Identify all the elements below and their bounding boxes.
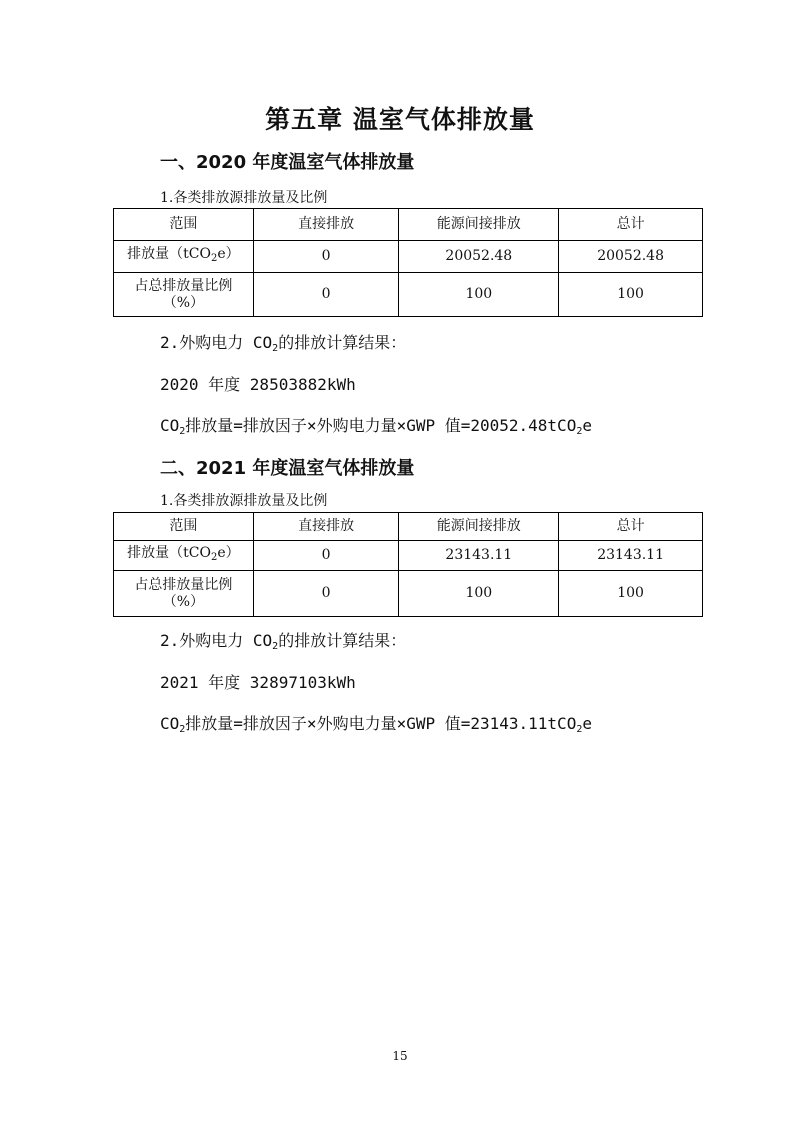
table-header-row [114,513,703,541]
header-cell: 总计 [559,513,703,541]
header-cell: 总计 [559,209,703,241]
table-row [114,541,703,571]
row-label: 占总排放量比例 （%） [114,571,254,617]
table-cell: 0 [253,241,399,273]
header-cell: 能源间接排放 [399,209,559,241]
calc-title-2020: 2.外购电力 $CO_2$的排放计算结果： [160,333,407,354]
chapter-title: 第五章 温室气体排放量 [265,105,535,134]
table-row [114,273,703,317]
table-cell: 0 [253,541,399,571]
emissions-table-2020 [113,208,703,317]
table-cell: 23143.11 [399,541,559,571]
table-cell: 100 [559,273,703,317]
row-label: 排放量（tCO$_2$e） [114,541,254,571]
row-label: 占总排放量比例 （%） [114,273,254,317]
page-number: 15 [392,1049,408,1063]
table-caption-2021: 1.各类排放源排放量及比例 [160,493,328,509]
section-title-2021: 二、2021 年度温室气体排放量 [160,458,415,479]
table-cell: 23143.11 [559,541,703,571]
table-cell: 20052.48 [559,241,703,273]
calc-title-2021: 2.外购电力 $CO_2$的排放计算结果： [160,631,407,652]
electricity-2020: 2020 年度 28503882kWh [160,375,356,394]
table-caption-2020: 1.各类排放源排放量及比例 [160,190,328,206]
electricity-2021: 2021 年度 32897103kWh [160,673,356,692]
table-header-row [114,209,703,241]
header-cell: 直接排放 [253,513,399,541]
table-cell: 100 [559,571,703,617]
table-row [114,571,703,617]
formula-2021: $CO_2$排放量=排放因子×外购电力量×GWP 值=23143.11tCO$_2$e [160,714,592,735]
table-cell: 100 [399,273,559,317]
table-cell: 0 [253,571,399,617]
emissions-table-2021 [113,512,703,617]
header-cell: 能源间接排放 [399,513,559,541]
formula-2020: $CO_2$排放量=排放因子×外购电力量×GWP 值=20052.48tCO$_2$e [160,416,592,437]
header-cell: 直接排放 [253,209,399,241]
header-cell: 范围 [114,513,254,541]
row-label: 排放量（tCO$_2$e） [114,241,254,273]
table-cell: 100 [399,571,559,617]
table-cell: 20052.48 [399,241,559,273]
header-cell: 范围 [114,209,254,241]
section-title-2020: 一、2020 年度温室气体排放量 [160,152,415,173]
table-cell: 0 [253,273,399,317]
table-row [114,241,703,273]
